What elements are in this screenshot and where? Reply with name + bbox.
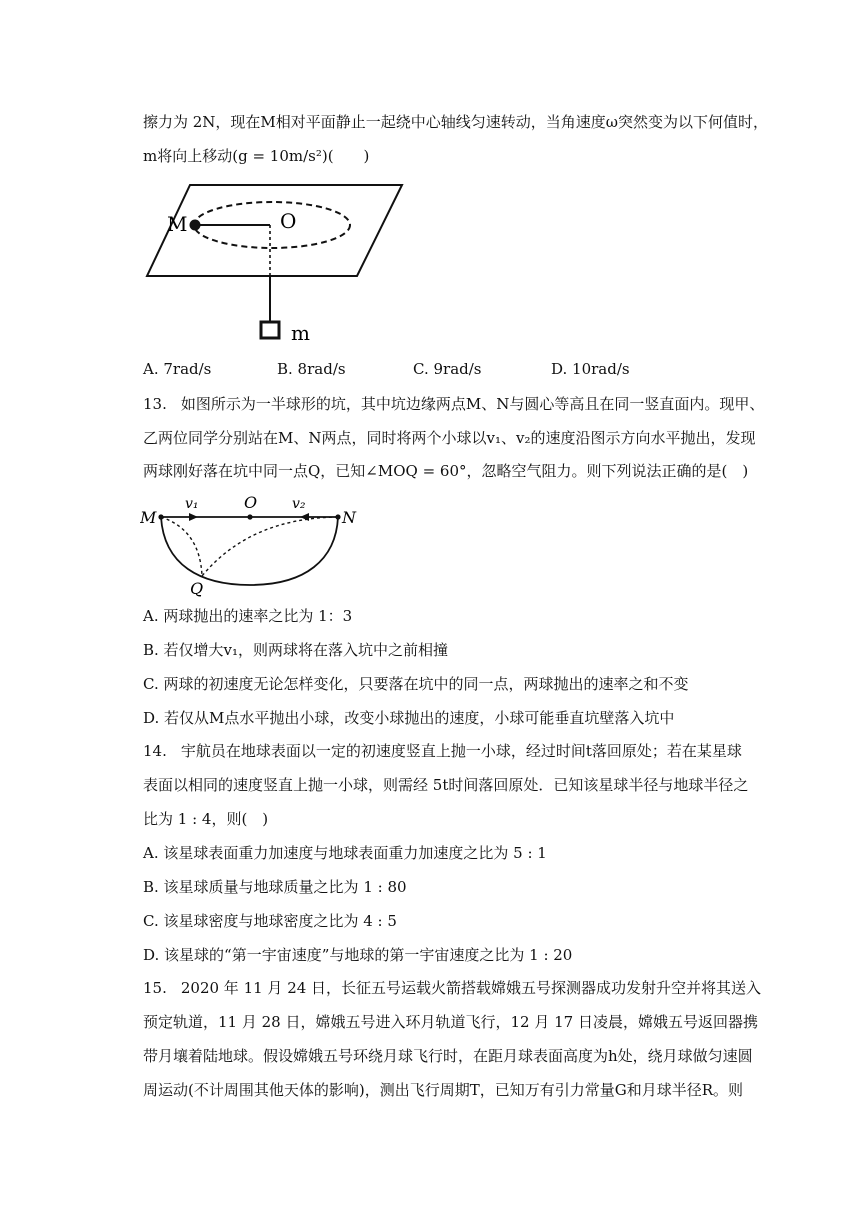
q13-text-line-1: 13. 如图所示为一半球形的坑，其中坑边缘两点M、N与圆心等高且在同一竖直面内。现甲、 [143,395,765,413]
q15-text-line-4: 周运动(不计周围其他天体的影响)，测出飞行周期T，已知万有引力常量G和月球半径R。则 [143,1081,743,1099]
q12-option-b[interactable]: B. 8rad/s [277,360,346,378]
label-Q: Q [190,579,204,598]
q14-option-c[interactable]: C. 该星球密度与地球密度之比为 4 : 5 [143,912,397,930]
q15-text-line-2: 预定轨道，11 月 28 日，嫦娥五号进入环月轨道飞行，12 月 17 日凌晨，嫦娥五号返回器携 [143,1013,758,1031]
q12-text-line-2: m将向上移动(g = 10m/s²)( ) [143,147,370,165]
q14-text-line-1: 14. 宇航员在地球表面以一定的初速度竖直上抛一小球，经过时间t落回原处；若在某星球 [143,742,742,760]
q14-option-b[interactable]: B. 该星球质量与地球质量之比为 1 : 80 [143,878,407,896]
q15-text-line-1: 15. 2020 年 11 月 24 日，长征五号运载火箭搭载嫦娥五号探测器成功发射升空并将其送入 [143,979,762,997]
trajectory-1 [161,517,202,576]
q12-rotating-table-figure [145,180,415,350]
label-N: N [342,508,356,527]
q13-option-a[interactable]: A. 两球抛出的速率之比为 1：3 [143,607,353,625]
q13-text-line-3: 两球刚好落在坑中同一点Q，已知∠MOQ = 60°，忽略空气阻力。则下列说法正确的是( ) [143,462,749,480]
q12-option-a[interactable]: A. 7rad/s [143,360,212,378]
q14-option-d[interactable]: D. 该星球的“第一宇宙速度”与地球的第一宇宙速度之比为 1 : 20 [143,946,573,964]
trajectory-2 [202,517,338,576]
q15-number: 15. [143,979,167,997]
ball-M [190,220,201,231]
label-M: M [140,508,157,527]
q12-option-d[interactable]: D. 10rad/s [551,360,630,378]
label-m: m [291,321,310,345]
label-O: O [280,209,297,233]
label-O: O [244,493,258,512]
q14-text-line-3: 比为 1 : 4，则( ) [143,810,269,828]
q14-number: 14. [143,742,167,760]
point-M [158,514,163,519]
q15-text-line-3: 带月壤着陆地球。假设嫦娥五号环绕月球飞行时，在距月球表面高度为h处，绕月球做匀速圆 [143,1047,753,1065]
pit-arc [161,517,338,585]
label-v1: v₁ [185,496,199,512]
q12-option-c[interactable]: C. 9rad/s [413,360,482,378]
q12-text-line-1: 擦力为 2N，现在M相对平面静止一起绕中心轴线匀速转动，当角速度ω突然变为以下何值时， [143,113,769,131]
q13-text-line-2: 乙两位同学分别站在M、N两点，同时将两个小球以v₁、v₂的速度沿图示方向水平抛出，发现 [143,429,756,447]
q13-option-c[interactable]: C. 两球的初速度无论怎样变化，只要落在坑中的同一点，两球抛出的速率之和不变 [143,675,689,693]
q13-option-b[interactable]: B. 若仅增大v₁，则两球将在落入坑中之前相撞 [143,641,449,659]
arrow-v1 [189,513,198,521]
q14-text-line-2: 表面以相同的速度竖直上抛一小球，则需经 5t时间落回原处．已知该星球半径与地球半径之 [143,776,749,794]
q13-number: 13. [143,395,167,413]
label-v2: v₂ [292,496,306,512]
q13-hemisphere-pit-figure [140,490,370,600]
label-M: M [167,212,188,236]
point-N [335,514,340,519]
q14-option-a[interactable]: A. 该星球表面重力加速度与地球表面重力加速度之比为 5 : 1 [143,844,547,862]
point-O [247,514,252,519]
q13-option-d[interactable]: D. 若仅从M点水平抛出小球，改变小球抛出的速度，小球可能垂直坑壁落入坑中 [143,709,675,727]
hanging-block [261,322,279,338]
